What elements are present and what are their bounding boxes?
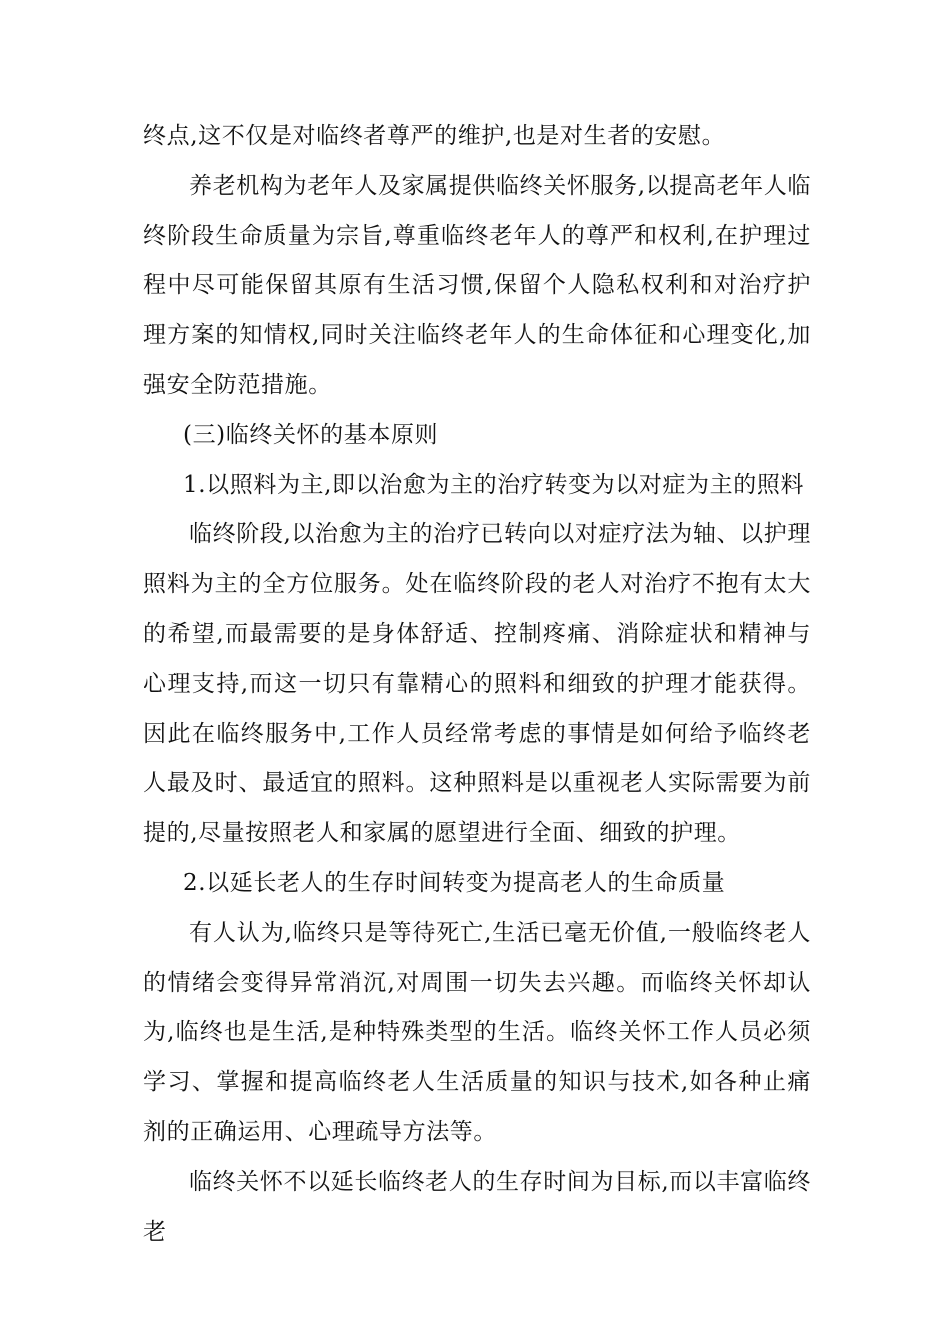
paragraph-continued: 终点,这不仅是对临终者尊严的维护,也是对生者的安慰。 [143,123,726,149]
section-heading: (三)临终关怀的基本原则 [183,421,439,448]
document-page [143,112,811,1257]
paragraph-body: 临终关怀不以延长临终老人的生存时间为目标,而以丰富临终老 [143,1168,811,1245]
paragraph-body: 有人认为,临终只是等待死亡,生活已毫无价值,一般临终老人的情绪会变得异常消沉,对周围一切失去兴趣。而临终关怀却认为,临终也是生活,是种特殊类型的生活。临终关怀工作人员必须学习、掌握和提高临终老人生活质量的知识与技术,如各种止痛剂的正确运用、心理疏导方法等。 [143,919,811,1145]
subsection-heading: 2.以延长老人的生存时间转变为提高老人的生命质量 [183,869,726,896]
paragraph-body: 临终阶段,以治愈为主的治疗已转向以对症疗法为轴、以护理照料为主的全方位服务。处在临终阶段的老人对治疗不抱有太大的希望,而最需要的是身体舒适、控制疼痛、消除症状和精神与心理支持,而这一切只有靠精心的照料和细致的护理才能获得。因此在临终服务中,工作人员经常考虑的事情是如何给予临终老人最及时、最适宜的照料。这种照料是以重视老人实际需要为前提的,尽量按照老人和家属的愿望进行全面、细致的护理。 [143,521,811,847]
subsection-heading: 1.以照料为主,即以治愈为主的治疗转变为以对症为主的照料 [183,471,805,498]
paragraph-body: 养老机构为老年人及家属提供临终关怀服务,以提高老年人临终阶段生命质量为宗旨,尊重临终老年人的尊严和权利,在护理过程中尽可能保留其原有生活习惯,保留个人隐私权利和对治疗护理方案的知情权,同时关注临终老年人的生命体征和心理变化,加强安全防范措施。 [143,172,811,398]
